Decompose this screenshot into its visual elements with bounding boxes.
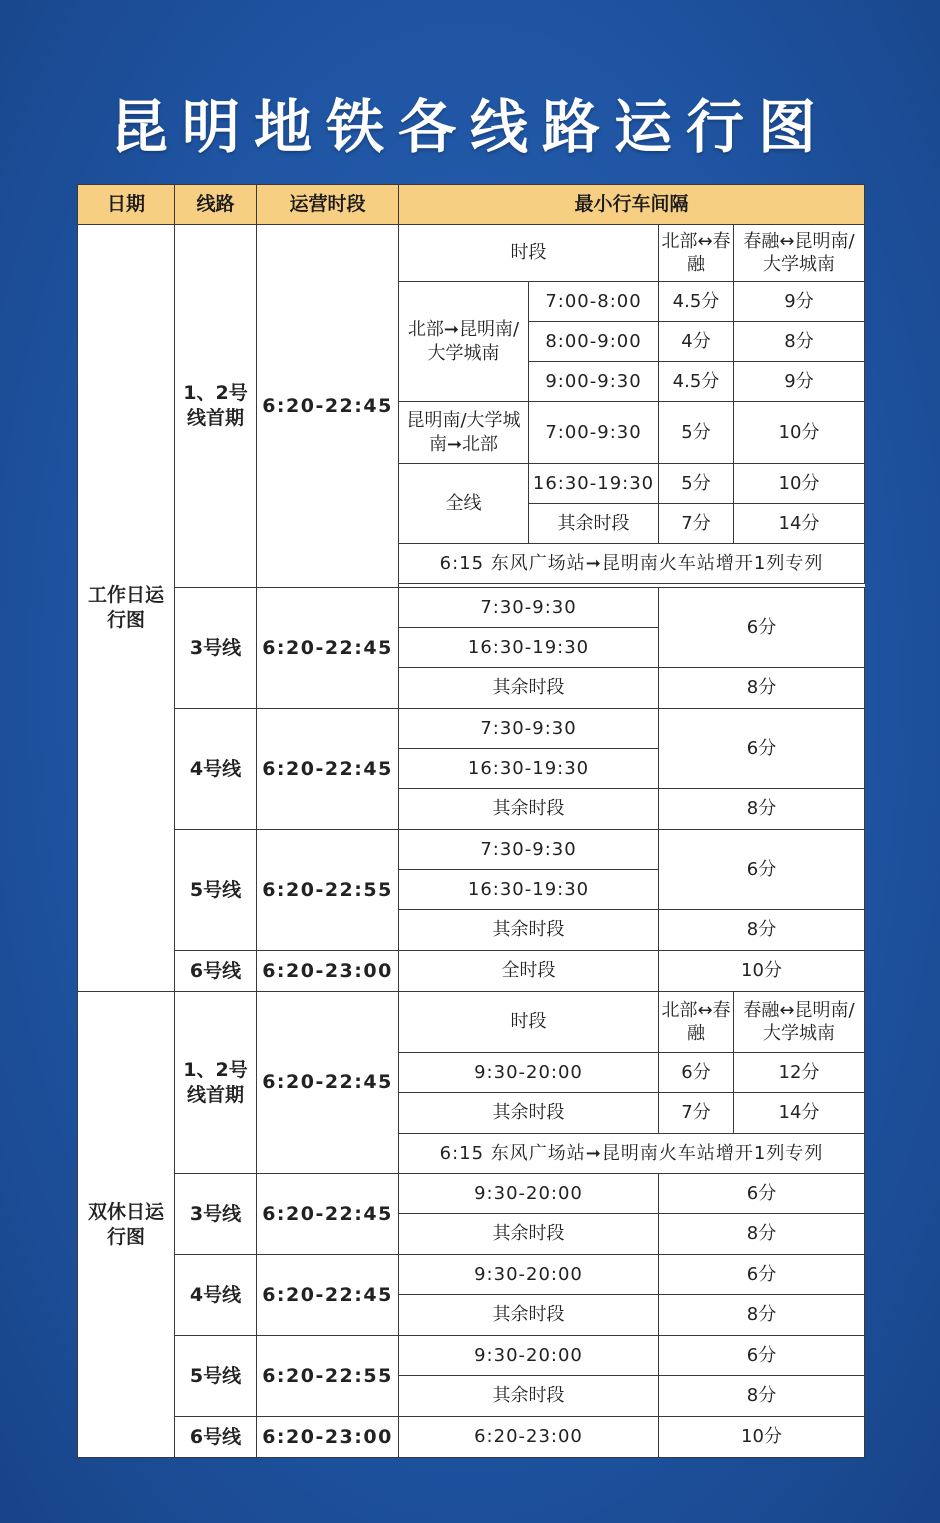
we-l12-a-1: 6分 [659,1053,734,1093]
we-l4-name: 4号线 [175,1255,257,1336]
we-l12-period-head: 时段 [399,992,659,1053]
we-l12-b-1: 12分 [734,1053,865,1093]
we-l12-hours: 6:20-22:45 [257,992,399,1174]
weekend-label: 双休日运行图 [78,992,175,1458]
wd-l5-name: 5号线 [175,830,257,951]
we-l4-rest-iv: 8分 [659,1295,865,1336]
we-l5-name: 5号线 [175,1336,257,1417]
we-l12-time-2: 其余时段 [399,1093,659,1134]
wd-l12-dir1-b-3: 9分 [734,362,865,402]
schedule-table [77,184,865,1458]
wd-l3-hours: 6:20-22:45 [257,588,399,709]
we-l5-rest: 其余时段 [399,1376,659,1417]
wd-l12-dir1-time-1: 7:00-8:00 [529,282,659,322]
we-l4-peak: 9:30-20:00 [399,1255,659,1295]
wd-l6-all-day: 全时段 [399,951,659,992]
wd-l3-name: 3号线 [175,588,257,709]
wd-l12-dir1-b-1: 9分 [734,282,865,322]
wd-l3-rest: 其余时段 [399,668,659,709]
wd-l4-rest: 其余时段 [399,789,659,830]
wd-l12-dir1-a-1: 4.5分 [659,282,734,322]
wd-l4-peak2: 16:30-19:30 [399,749,659,789]
wd-l5-peak2: 16:30-19:30 [399,870,659,910]
we-l12-time-1: 9:30-20:00 [399,1053,659,1093]
wd-l5-peak1: 7:30-9:30 [399,830,659,870]
we-l12-a-2: 7分 [659,1093,734,1134]
we-l4-hours: 6:20-22:45 [257,1255,399,1336]
wd-l12-full-a-1: 5分 [659,464,734,504]
we-l5-peak-iv: 6分 [659,1336,865,1376]
we-l5-rest-iv: 8分 [659,1376,865,1417]
we-l3-name: 3号线 [175,1174,257,1255]
weekday-label: 工作日运行图 [78,225,175,992]
we-l3-peak-iv: 6分 [659,1174,865,1214]
header-interval: 最小行车间隔 [399,185,865,225]
we-l12-b-2: 14分 [734,1093,865,1134]
wd-l12-hours: 6:20-22:45 [257,225,399,588]
wd-l6-name: 6号线 [175,951,257,992]
wd-l12-full: 全线 [399,464,529,544]
wd-l12-dir1-a-2: 4分 [659,322,734,362]
wd-l12-full-a-2: 7分 [659,504,734,544]
wd-l5-hours: 6:20-22:55 [257,830,399,951]
wd-l3-peak1: 7:30-9:30 [399,588,659,628]
wd-l5-rest: 其余时段 [399,910,659,951]
we-l12-col-b-head: 春融↔昆明南/大学城南 [734,992,865,1053]
header-hours: 运营时段 [257,185,399,225]
wd-l3-peak2: 16:30-19:30 [399,628,659,668]
wd-l5-peak-iv: 6分 [659,830,865,910]
we-l4-peak-iv: 6分 [659,1255,865,1295]
wd-l12-col-a-head: 北部↔春融 [659,225,734,282]
wd-l4-rest-iv: 8分 [659,789,865,830]
wd-l12-name: 1、2号线首期 [175,225,257,588]
wd-l12-dir1-time-2: 8:00-9:00 [529,322,659,362]
wd-l12-full-b-2: 14分 [734,504,865,544]
we-l3-rest-iv: 8分 [659,1214,865,1255]
we-l12-name: 1、2号线首期 [175,992,257,1174]
we-l12-col-a-head: 北部↔春融 [659,992,734,1053]
wd-l12-dir2-b: 10分 [734,402,865,464]
wd-l6-iv: 10分 [659,951,865,992]
wd-l12-col-b-head: 春融↔昆明南/大学城南 [734,225,865,282]
we-l5-hours: 6:20-22:55 [257,1336,399,1417]
we-l5-peak: 9:30-20:00 [399,1336,659,1376]
wd-l12-dir1-b-2: 8分 [734,322,865,362]
wd-l5-rest-iv: 8分 [659,910,865,951]
we-l6-hours: 6:20-23:00 [257,1417,399,1458]
we-l6-time: 6:20-23:00 [399,1417,659,1458]
page-title: 昆明地铁各线路运行图 [109,93,830,161]
we-l3-peak: 9:30-20:00 [399,1174,659,1214]
wd-l4-name: 4号线 [175,709,257,830]
wd-l12-dir1: 北部➞昆明南/大学城南 [399,282,529,402]
we-l4-rest: 其余时段 [399,1295,659,1336]
we-l3-rest: 其余时段 [399,1214,659,1255]
wd-l12-full-time-2: 其余时段 [529,504,659,544]
wd-l4-peak-iv: 6分 [659,709,865,789]
wd-l12-dir1-a-3: 4.5分 [659,362,734,402]
wd-l12-dir2-a: 5分 [659,402,734,464]
we-l6-iv: 10分 [659,1417,865,1458]
wd-l12-dir2-time: 7:00-9:30 [529,402,659,464]
wd-l4-hours: 6:20-22:45 [257,709,399,830]
wd-l12-full-time-1: 16:30-19:30 [529,464,659,504]
wd-l12-full-b-1: 10分 [734,464,865,504]
we-l12-special-note: 6:15 东风广场站➞昆明南火车站增开1列专列 [399,1134,865,1174]
we-l6-name: 6号线 [175,1417,257,1458]
wd-l12-dir1-time-3: 9:00-9:30 [529,362,659,402]
we-l3-hours: 6:20-22:45 [257,1174,399,1255]
wd-l6-hours: 6:20-23:00 [257,951,399,992]
wd-l12-special-note: 6:15 东风广场站➞昆明南火车站增开1列专列 [399,544,865,584]
wd-l3-rest-iv: 8分 [659,668,865,709]
header-date: 日期 [78,185,175,225]
header-line: 线路 [175,185,257,225]
wd-l12-period-head: 时段 [399,225,659,282]
wd-l12-dir2: 昆明南/大学城南➞北部 [399,402,529,464]
wd-l4-peak1: 7:30-9:30 [399,709,659,749]
wd-l3-peak-iv: 6分 [659,588,865,668]
